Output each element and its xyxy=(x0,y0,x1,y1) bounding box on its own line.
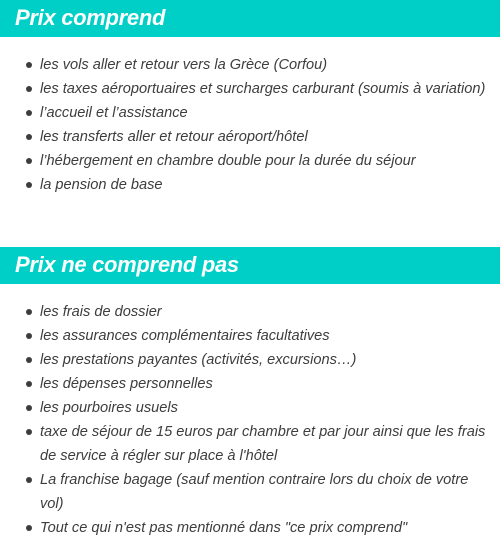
list-item xyxy=(0,372,500,396)
bullet-icon xyxy=(26,477,32,483)
excluded-list xyxy=(0,300,500,540)
list-item-text: La franchise bagage (sauf mention contraire lors du choix de votre vol) xyxy=(40,472,469,512)
list-item xyxy=(0,324,500,348)
list-item xyxy=(0,348,500,372)
list-item-text: l’accueil et l’assistance xyxy=(40,105,188,121)
bullet-icon xyxy=(26,134,32,140)
list-item xyxy=(0,125,500,149)
bullet-icon xyxy=(26,62,32,68)
list-item xyxy=(0,396,500,420)
list-item-text: les frais de dossier xyxy=(40,304,162,320)
bullet-icon xyxy=(26,158,32,164)
list-item-text: les prestations payantes (activités, excursions…) xyxy=(40,352,357,368)
bullet-icon xyxy=(26,405,32,411)
list-item xyxy=(0,149,500,173)
included-section-title: Prix comprend xyxy=(15,5,166,30)
list-item xyxy=(0,101,500,125)
bullet-icon xyxy=(26,309,32,315)
bullet-icon xyxy=(26,182,32,188)
list-item-text: l’hébergement en chambre double pour la durée du séjour xyxy=(40,153,416,169)
included-section-header xyxy=(0,0,500,37)
bullet-icon xyxy=(26,525,32,531)
list-item-text: la pension de base xyxy=(40,177,163,193)
list-item xyxy=(0,77,500,101)
included-list xyxy=(0,53,500,197)
bullet-icon xyxy=(26,110,32,116)
bullet-icon xyxy=(26,429,32,435)
list-item-text: taxe de séjour de 15 euros par chambre et par jour ainsi que les frais de service à régler sur place à l'hôtel xyxy=(40,424,486,464)
list-item xyxy=(0,53,500,77)
list-item-text: les pourboires usuels xyxy=(40,400,178,416)
bullet-icon xyxy=(26,381,32,387)
list-item xyxy=(0,420,500,468)
list-item xyxy=(0,468,500,516)
list-item xyxy=(0,173,500,197)
list-item-text: les dépenses personnelles xyxy=(40,376,213,392)
excluded-section-title: Prix ne comprend pas xyxy=(15,252,239,277)
excluded-section-header xyxy=(0,247,500,284)
bullet-icon xyxy=(26,86,32,92)
list-item-text: les taxes aéroportuaires et surcharges carburant (soumis à variation) xyxy=(40,81,486,97)
bullet-icon xyxy=(26,357,32,363)
list-item-text: les transferts aller et retour aéroport/hôtel xyxy=(40,129,308,145)
bullet-icon xyxy=(26,333,32,339)
list-item xyxy=(0,516,500,540)
list-item-text: les vols aller et retour vers la Grèce (Corfou) xyxy=(40,57,328,73)
list-item xyxy=(0,300,500,324)
list-item-text: les assurances complémentaires facultatives xyxy=(40,328,330,344)
list-item-text: Tout ce qui n'est pas mentionné dans "ce prix comprend" xyxy=(40,520,408,536)
